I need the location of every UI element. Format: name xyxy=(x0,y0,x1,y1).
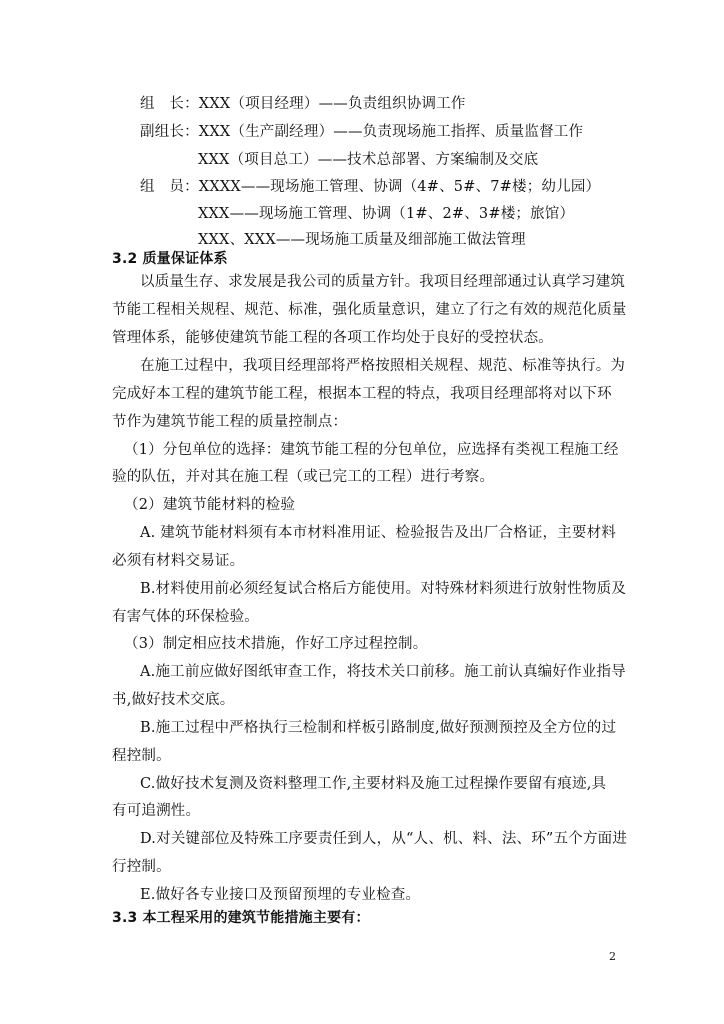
section-heading-3-2: 3.2 质量保证体系 xyxy=(112,251,228,267)
paragraph-line: 完成好本工程的建筑节能工程，根据本工程的特点，我项目经理部将对以下环 xyxy=(112,386,612,402)
list-item-2: （2）建筑节能材料的检验 xyxy=(124,497,296,513)
list-item-3: （3）制定相应技术措施，作好工序过程控制。 xyxy=(124,636,428,652)
sub-item-3a-cont: 书,做好技术交底。 xyxy=(112,692,235,708)
sub-item-2b-cont: 有害气体的环保检验。 xyxy=(112,609,259,625)
list-item-1: （1）分包单位的选择：建筑节能工程的分包单位，应选择有类视工程施工经 xyxy=(124,442,619,458)
sub-item-3e: E.做好各专业接口及预留预埋的专业检查。 xyxy=(140,887,421,903)
paragraph-line: 以质量生存、求发展是我公司的质量方针。我项目经理部通过认真学习建筑 xyxy=(140,274,626,290)
org-line-member-1: 组 员：XXXX——现场施工管理、协调（4#、5#、7#楼；幼儿园） xyxy=(140,179,601,195)
list-item-1-cont: 验的队伍，并对其在施工程（或已完工的工程）进行考察。 xyxy=(112,469,495,485)
sub-item-2a-cont: 必须有材料交易证。 xyxy=(112,553,245,569)
paragraph-line: 管理体系，能够使建筑节能工程的各项工作均处于良好的受控状态。 xyxy=(112,330,553,346)
sub-item-2b: B.材料使用前必须经复试合格后方能使用。对特殊材料须进行放射性物质及 xyxy=(140,581,627,597)
sub-item-3c-cont: 有可追溯性。 xyxy=(112,803,201,819)
paragraph-line: 节能工程相关规程、规范、标准，强化质量意识，建立了行之有效的规范化质量 xyxy=(112,302,627,318)
sub-item-2a: A. 建筑节能材料须有本市材料准用证、检验报告及出厂合格证，主要材料 xyxy=(140,525,616,541)
sub-item-3b: B.施工过程中严格执行三检制和样板引路制度,做好预测预控及全方位的过 xyxy=(140,720,617,736)
paragraph-line: 在施工过程中，我项目经理部将严格按照相关规程、规范、标准等执行。为 xyxy=(140,358,626,374)
org-line-chief-engineer: XXX（项目总工）——技术总部署、方案编制及交底 xyxy=(198,152,539,168)
sub-item-3a: A.施工前应做好图纸审查工作，将技术关口前移。施工前认真编好作业指导 xyxy=(140,664,626,680)
sub-item-3c: C.做好技术复测及资料整理工作,主要材料及施工过程操作要留有痕迹,具 xyxy=(140,776,607,792)
sub-item-3d-cont: 行控制。 xyxy=(112,859,171,875)
org-line-deputy: 副组长：XXX（生产副经理）——负责现场施工指挥、质量监督工作 xyxy=(140,124,584,140)
org-line-member-2: XXX——现场施工管理、协调（1#、2#、3#楼；旅馆） xyxy=(198,206,575,222)
org-line-leader: 组 长：XXX（项目经理）——负责组织协调工作 xyxy=(140,96,466,112)
sub-item-3b-cont: 程控制。 xyxy=(112,748,171,764)
section-heading-3-3: 3.3 本工程采用的建筑节能措施主要有： xyxy=(112,910,370,926)
sub-item-3d: D.对关键部位及特殊工序要责任到人，从“人、机、料、法、环”五个方面进 xyxy=(140,831,628,847)
paragraph-line: 节作为建筑节能工程的质量控制点： xyxy=(112,414,348,430)
page-number: 2 xyxy=(609,950,616,963)
org-line-member-3: XXX、XXX——现场施工质量及细部施工做法管理 xyxy=(198,232,526,248)
